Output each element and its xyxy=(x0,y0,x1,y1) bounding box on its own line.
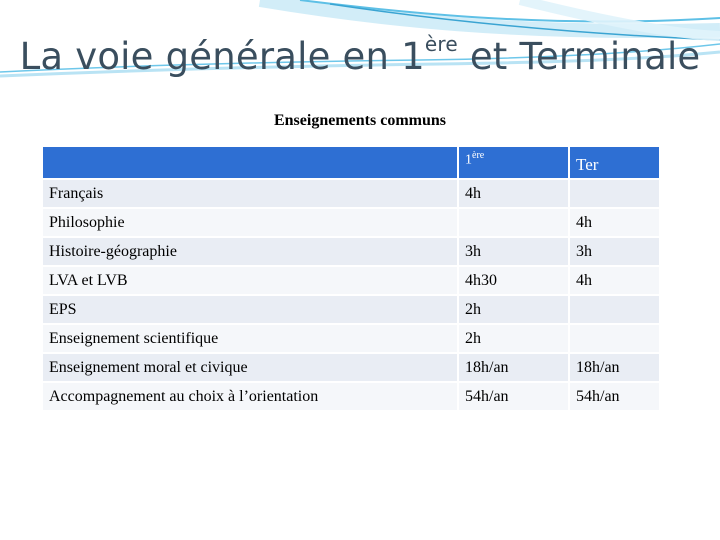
premiere-cell xyxy=(457,209,568,236)
table-row xyxy=(43,325,659,352)
subject-cell: Français xyxy=(43,180,457,207)
premiere-cell: 18h/an xyxy=(457,354,568,381)
table-row xyxy=(43,238,659,265)
subject-cell: LVA et LVB xyxy=(43,267,457,294)
subject-cell: EPS xyxy=(43,296,457,323)
table-row xyxy=(43,383,659,410)
premiere-cell: 4h xyxy=(457,180,568,207)
terminale-cell xyxy=(568,180,659,207)
table-row xyxy=(43,296,659,323)
subject-cell: Accompagnement au choix à l’orientation xyxy=(43,383,457,410)
section-subtitle: Enseignements communs xyxy=(273,112,446,129)
terminale-cell: 18h/an xyxy=(568,354,659,381)
subject-cell: Philosophie xyxy=(43,209,457,236)
subject-cell: Enseignement scientifique xyxy=(43,325,457,352)
header-terminale-cell: Ter xyxy=(568,147,659,178)
slide-title xyxy=(0,32,720,78)
premiere-cell: 4h30 xyxy=(457,267,568,294)
terminale-cell: 54h/an xyxy=(568,383,659,410)
premiere-cell: 2h xyxy=(457,296,568,323)
subject-cell: Enseignement moral et civique xyxy=(43,354,457,381)
terminale-cell: 4h xyxy=(568,267,659,294)
title-main: La voie générale en 1 xyxy=(19,35,425,78)
hours-table xyxy=(43,145,659,412)
premiere-cell: 3h xyxy=(457,238,568,265)
table-row xyxy=(43,267,659,294)
table-row xyxy=(43,209,659,236)
header-premiere-cell xyxy=(457,147,568,178)
premiere-cell: 2h xyxy=(457,325,568,352)
header-subject-cell xyxy=(43,147,457,178)
table-row xyxy=(43,354,659,381)
terminale-cell xyxy=(568,325,659,352)
terminale-cell: 3h xyxy=(568,238,659,265)
premiere-cell: 54h/an xyxy=(457,383,568,410)
header-premiere-label: 1 xyxy=(465,152,472,168)
terminale-cell: 4h xyxy=(568,209,659,236)
title-rest: et Terminale xyxy=(457,35,701,78)
title-superscript: ère xyxy=(424,32,458,56)
subject-cell: Histoire-géographie xyxy=(43,238,457,265)
header-premiere-sup: ère xyxy=(472,150,485,161)
table-row xyxy=(43,180,659,207)
table-header-row xyxy=(43,147,659,178)
terminale-cell xyxy=(568,296,659,323)
